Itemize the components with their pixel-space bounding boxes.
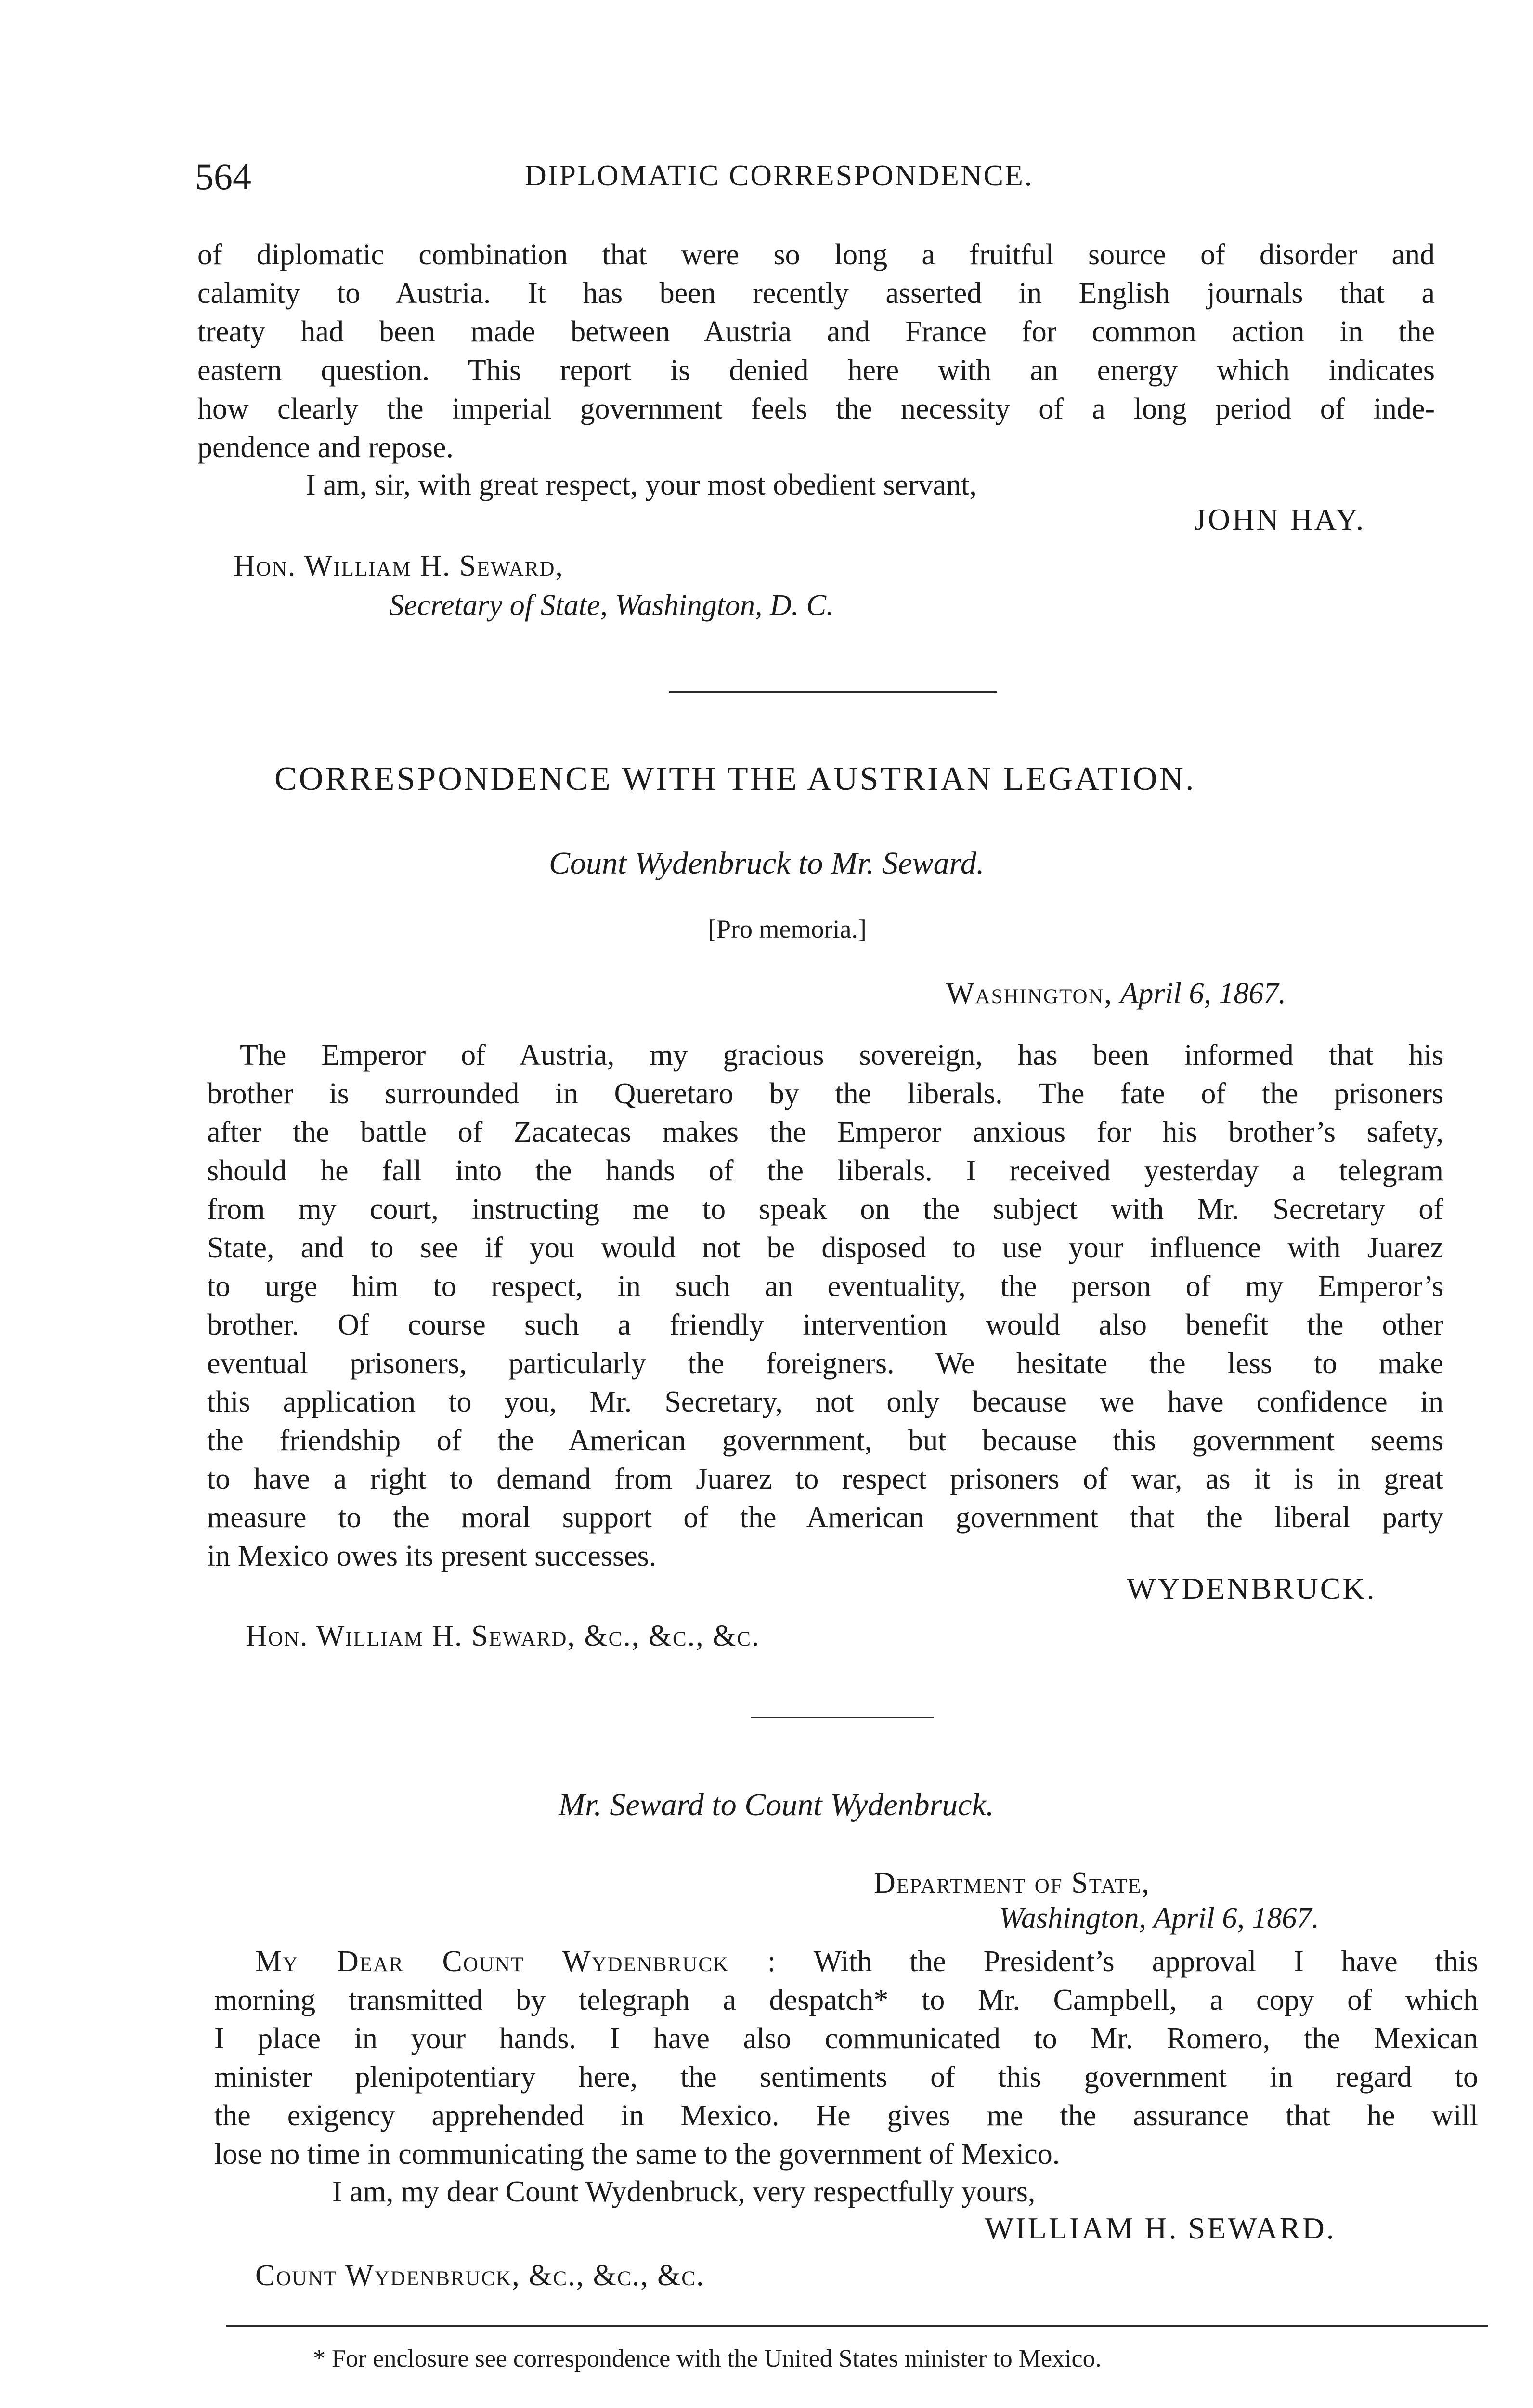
body-line: State, and to see if you would not be disposed to use your influence with Juarez — [207, 1231, 1443, 1264]
signature: WYDENBRUCK. — [1127, 1571, 1377, 1606]
signature: JOHN HAY. — [1194, 502, 1366, 537]
closing-line: I am, my dear Count Wydenbruck, very respectfully yours, — [332, 2175, 1036, 2208]
dateline-date: April 6, 1867. — [1120, 977, 1286, 1010]
body-line: brother is surrounded in Queretaro by the liberals. The fate of the prisoners — [207, 1077, 1443, 1110]
body-line: minister plenipotentiary here, the sentiments of this government in regard to — [214, 2061, 1478, 2094]
body-line: to have a right to demand from Juarez to respect prisoners of war, as it is in great — [207, 1463, 1443, 1495]
body-line: With the President’s approval I have this — [813, 1945, 1478, 1978]
page-number: 564 — [195, 156, 251, 197]
closing-line: I am, sir, with great respect, your most obedient servant, — [306, 469, 977, 501]
body-line: The Emperor of Austria, my gracious sovereign, has been informed that his — [240, 1039, 1443, 1072]
section-title: CORRESPONDENCE WITH THE AUSTRIAN LEGATION. — [274, 760, 1196, 798]
dateline: Washington, April 6, 1867. — [999, 1902, 1319, 1935]
addressee-line: Hon. William H. Seward, &c., &c., &c. — [246, 1620, 760, 1652]
body-line: calamity to Austria. It has been recently asserted in English journals that a — [197, 277, 1435, 310]
body-line: measure to the moral support of the American government that the liberal party — [207, 1501, 1443, 1534]
body-line: the friendship of the American government, but because this government seems — [207, 1424, 1443, 1457]
body-line: after the battle of Zacatecas makes the Emperor anxious for his brother’s safety, — [207, 1116, 1443, 1149]
body-line: the exigency apprehended in Mexico. He gives me the assurance that he will — [214, 2099, 1478, 2132]
body-line: morning transmitted by telegraph a despatch* to Mr. Campbell, a copy of which — [214, 1984, 1478, 2016]
body-line: brother. Of course such a friendly intervention would also benefit the other — [207, 1309, 1443, 1341]
dateline-place: Washington, — [946, 977, 1113, 1010]
body-line: this application to you, Mr. Secretary, not only because we have confidence in — [207, 1386, 1443, 1418]
footnote-rule — [226, 2325, 1488, 2327]
body-line: pendence and repose. — [197, 431, 454, 464]
addressee-line: Hon. William H. Seward, — [234, 550, 564, 582]
dateline — [946, 977, 1286, 1011]
body-line: eastern question. This report is denied here with an energy which indicates — [197, 354, 1435, 387]
letter-subheading: [Pro memoria.] — [708, 915, 867, 943]
body-line: of diplomatic combination that were so long a fruitful source of disorder and — [197, 238, 1435, 271]
signature: WILLIAM H. SEWARD. — [985, 2211, 1336, 2245]
salutation: My Dear Count Wydenbruck : — [255, 1945, 777, 1978]
body-line: how clearly the imperial government feels the necessity of a long period of inde- — [197, 393, 1435, 425]
addressee-title: Secretary of State, Washington, D. C. — [389, 589, 834, 622]
letter-divider — [751, 1717, 934, 1718]
body-line: from my court, instructing me to speak on the subject with Mr. Secretary of — [207, 1193, 1443, 1226]
footnote-text: * For enclosure see correspondence with the United States minister to Mexico. — [313, 2345, 1102, 2372]
body-line: lose no time in communicating the same to the government of Mexico. — [214, 2138, 1060, 2171]
addressee-line: Count Wydenbruck, &c., &c., &c. — [255, 2259, 705, 2292]
body-line: I place in your hands. I have also communicated to Mr. Romero, the Mexican — [214, 2022, 1478, 2055]
section-divider — [669, 691, 997, 693]
body-line: treaty had been made between Austria and France for common action in the — [197, 315, 1435, 348]
body-line: in Mexico owes its present successes. — [207, 1540, 657, 1572]
salutation-line — [255, 1945, 1478, 1979]
body-line: to urge him to respect, in such an eventuality, the person of my Emperor’s — [207, 1270, 1443, 1303]
dateline-department: Department of State, — [874, 1867, 1150, 1899]
body-line: should he fall into the hands of the liberals. I received yesterday a telegram — [207, 1154, 1443, 1187]
body-line: eventual prisoners, particularly the foreigners. We hesitate the less to make — [207, 1347, 1443, 1380]
letter-heading: Mr. Seward to Count Wydenbruck. — [559, 1787, 994, 1822]
running-title: DIPLOMATIC CORRESPONDENCE. — [525, 159, 1034, 192]
letter-heading: Count Wydenbruck to Mr. Seward. — [549, 846, 985, 881]
